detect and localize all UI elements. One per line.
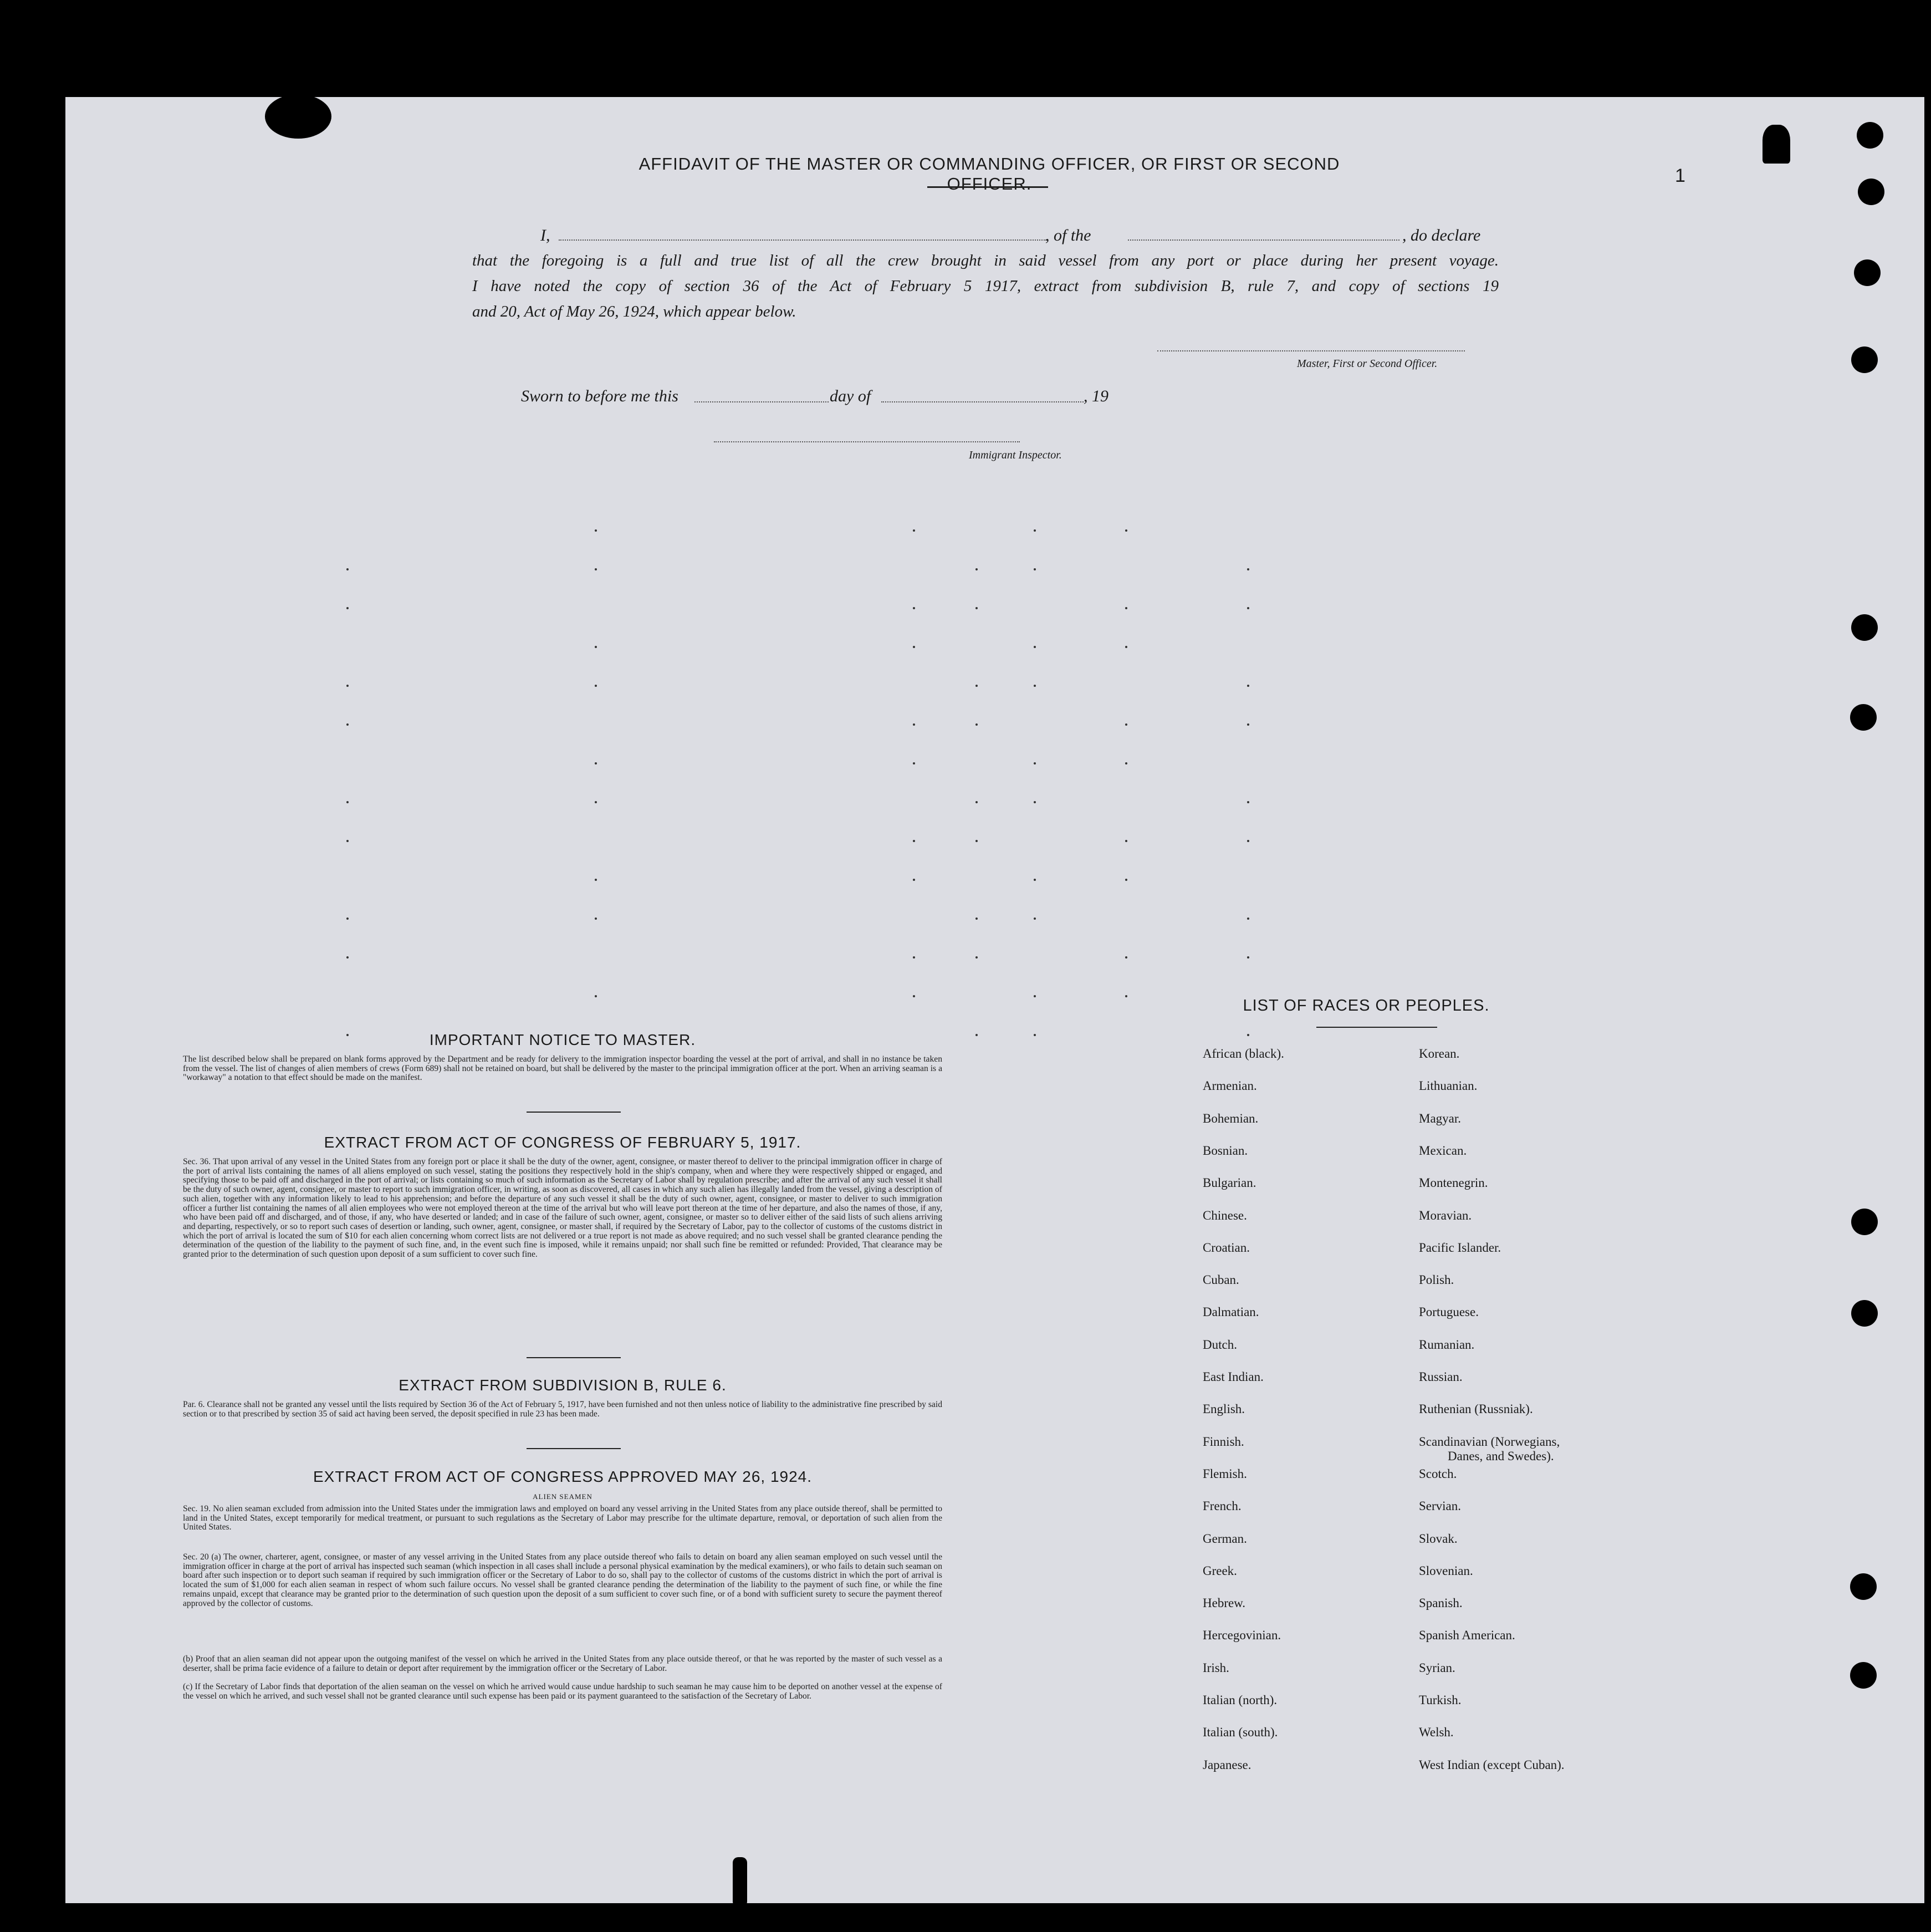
extract-1924-sec20a: Sec. 20 (a) The owner, charterer, agent, consignee, or master of any vessel arriving in the United States from any place outside thereof who fails to detain on board any alien seaman employed on such vessel until the immigration officer in charge at the port of arrival has inspected such seaman (which inspection in all cases shall include a personal physical examination by the medical examiners), or who fails to detain such seaman on board after such inspection or to deport such seaman if required by such immigration officer or the Secretary of Labor to do so, shall pay to the collector of customs of the customs district in which the port of arrival is located the sum of $1,000 for each alien seaman in respect of whom such failure occurs. No vessel shall be granted clearance pending the determination of the liability to the payment of such fine, or while the fine remains unpaid, except that clearance may be granted prior to the determination of such question upon the deposit of a sum sufficient to cover such fine, or of a bond with sufficient surety to secure the payment thereof approved by the collector of customs. xyxy=(183,1552,942,1608)
column-mark xyxy=(913,529,915,532)
race-item: Cuban. xyxy=(1203,1273,1239,1287)
column-mark xyxy=(913,879,915,881)
column-mark xyxy=(913,762,915,764)
race-item: West Indian (except Cuban). xyxy=(1419,1757,1565,1772)
race-item: Finnish. xyxy=(1203,1434,1244,1449)
extract-1917-divider xyxy=(527,1357,621,1358)
sworn-day-line xyxy=(694,401,829,402)
race-item: Bohemian. xyxy=(1203,1111,1259,1125)
column-mark xyxy=(1247,568,1249,570)
race-item: Scotch. xyxy=(1419,1466,1457,1481)
column-mark xyxy=(346,840,349,842)
column-mark xyxy=(975,840,978,842)
column-mark xyxy=(346,607,349,609)
race-item: Syrian. xyxy=(1419,1660,1455,1675)
alien-seamen-subtitle: ALIEN SEAMEN xyxy=(533,1492,592,1501)
column-mark xyxy=(1247,801,1249,803)
document-page xyxy=(65,97,1924,1903)
column-mark xyxy=(1125,995,1127,997)
punch-hole xyxy=(1854,259,1881,286)
race-item: Italian (south). xyxy=(1203,1725,1278,1740)
race-item: Turkish. xyxy=(1419,1693,1462,1707)
race-item: Dutch. xyxy=(1203,1337,1237,1352)
race-item: Scandinavian (Norwegians, xyxy=(1419,1434,1560,1449)
notice-title: IMPORTANT NOTICE TO MASTER. xyxy=(429,1031,696,1048)
race-item-continuation: Danes, and Swedes). xyxy=(1448,1449,1554,1463)
column-mark xyxy=(1034,568,1036,570)
column-mark xyxy=(975,723,978,726)
race-item: Mexican. xyxy=(1419,1143,1467,1158)
column-mark xyxy=(975,801,978,803)
day-of-text: day of xyxy=(830,387,871,405)
race-item: Magyar. xyxy=(1419,1111,1462,1125)
column-mark xyxy=(1034,685,1036,687)
race-item: Korean. xyxy=(1419,1047,1460,1061)
race-item: Japanese. xyxy=(1203,1757,1251,1772)
column-mark xyxy=(1247,840,1249,842)
affidavit-line-3: I have noted the copy of section 36 of the Act of February 5 1917, extract from subdivision B, rule 7, and copy of sections 19 xyxy=(472,277,1499,295)
race-item: Hebrew. xyxy=(1203,1596,1246,1610)
race-item: Flemish. xyxy=(1203,1466,1247,1481)
race-item: Bosnian. xyxy=(1203,1143,1248,1158)
column-mark xyxy=(1034,529,1036,532)
column-mark xyxy=(1125,879,1127,881)
punch-hole xyxy=(1858,179,1884,205)
column-mark xyxy=(1247,956,1249,959)
vessel-name-line xyxy=(1128,239,1399,241)
column-mark xyxy=(346,723,349,726)
column-mark xyxy=(1247,685,1249,687)
column-mark xyxy=(595,646,597,648)
punch-hole xyxy=(1850,704,1877,731)
bottom-tear xyxy=(733,1857,747,1907)
race-item: Irish. xyxy=(1203,1660,1229,1675)
race-item: Spanish. xyxy=(1419,1596,1463,1610)
column-mark xyxy=(913,956,915,959)
punch-hole xyxy=(1850,1573,1877,1600)
race-item: Lithuanian. xyxy=(1419,1079,1478,1093)
race-item: Portuguese. xyxy=(1419,1305,1479,1319)
rule-6-text: Par. 6. Clearance shall not be granted any vessel until the lists required by Section 36 of the Act of February 5, 1917, have been furnished and not then unless notice of liability to the administrative fine prescribed by said section or to that prescribed by section 35 of said act having been served, the deposit specified in rule 23 has been made. xyxy=(183,1400,942,1419)
race-item: English. xyxy=(1203,1402,1245,1416)
column-mark xyxy=(975,1034,978,1036)
race-item: Welsh. xyxy=(1419,1725,1454,1740)
column-mark xyxy=(975,917,978,920)
affidavit-i: I, xyxy=(540,226,550,244)
punch-hole xyxy=(1851,346,1878,373)
extract-1924-sec20c: (c) If the Secretary of Labor finds that deportation of the alien seaman on the vessel on which he arrived would cause undue hardship to such seaman he may cause him to be deported on another vessel at the expense of the vessel on which he arrived, and such vessel shall not be granted clearance until such expense has been paid or its payment guaranteed to the satisfaction of the Secretary of Labor. xyxy=(183,1682,942,1701)
race-item: Chinese. xyxy=(1203,1208,1247,1222)
column-mark xyxy=(913,723,915,726)
races-divider xyxy=(1316,1027,1437,1028)
column-mark xyxy=(1034,801,1036,803)
column-mark xyxy=(1247,723,1249,726)
race-item: Slovenian. xyxy=(1419,1563,1473,1578)
column-mark xyxy=(913,607,915,609)
column-mark xyxy=(1247,607,1249,609)
race-item: Pacific Islander. xyxy=(1419,1240,1501,1255)
race-item: Montenegrin. xyxy=(1419,1176,1488,1190)
column-mark xyxy=(595,879,597,881)
column-mark xyxy=(1247,917,1249,920)
column-mark xyxy=(346,956,349,959)
race-item: Moravian. xyxy=(1419,1208,1472,1222)
race-item: Polish. xyxy=(1419,1273,1454,1287)
punch-hole xyxy=(1851,1300,1878,1327)
column-mark xyxy=(595,995,597,997)
race-item: Servian. xyxy=(1419,1499,1462,1513)
race-item: African (black). xyxy=(1203,1047,1284,1061)
column-mark xyxy=(1125,607,1127,609)
inspector-signature-line xyxy=(714,441,1020,442)
column-mark xyxy=(1034,1034,1036,1036)
rule-6-title: EXTRACT FROM SUBDIVISION B, RULE 6. xyxy=(399,1377,727,1394)
column-mark xyxy=(913,840,915,842)
race-item: Croatian. xyxy=(1203,1240,1250,1255)
column-mark xyxy=(595,685,597,687)
column-mark xyxy=(1034,917,1036,920)
race-item: German. xyxy=(1203,1531,1247,1546)
column-mark xyxy=(1034,995,1036,997)
column-mark xyxy=(595,529,597,532)
race-item: Bulgarian. xyxy=(1203,1176,1256,1190)
extract-1917-text: Sec. 36. That upon arrival of any vessel in the United States from any foreign port or place it shall be the duty of the owner, agent, consignee, or master thereof to deliver to the principal immigration officer in charge of the port of arrival lists containing the names of all aliens employed on such vessel, stating the positions they respectively hold in the ship's company, when and where they were respectively shipped or engaged, and specifying those to be paid off and discharged in the port of arrival; or lists containing so much of such information as the Secretary of Labor shall by regulation prescribe; and after the arrival of any such vessel it shall be the duty of such owner, agent, consignee, or master to report to such immigration officer, in writing, as soon as discovered, all cases in which any such alien has illegally landed from the vessel, giving a description of such alien, together with any information likely to lead to his apprehension; and before the departure of any such vessel it shall be the duty of such owner, agent, consignee, or master to deliver to such immigration officer a further list containing the names of all alien employees who were not employed thereon at the time of the arrival but who will leave port thereon at the time of her departure, and also the names of those, if any, who have been paid off and discharged, and of those, if any, who have deserted or landed; and in case of the failure of such owner, agent, consignee, or master so to deliver either of the said lists of such aliens arriving and departing, respectively, or so to report such cases of desertion or landing, such owner, agent, consignee, or master shall, if required by the Secretary of Labor, pay to the collector of customs of the customs district in which the port of arrival is located the sum of $10 for each alien concerning whom correct lists are not delivered or a true report is not made as above required; and no such vessel shall be granted clearance pending the determination of the question of the liability to the payment of such fine, and, in the event such fine is imposed, while it remains unpaid; nor shall such fine be remitted or refunded: Provided, That clearance may be granted prior to the determination of such question upon deposit of a sum sufficient to cover such fine. xyxy=(183,1157,942,1260)
race-item: East Indian. xyxy=(1203,1370,1264,1384)
inspector-caption: Immigrant Inspector. xyxy=(969,449,1062,461)
year-text: , 19 xyxy=(1084,387,1108,405)
extract-1924-sec20b: (b) Proof that an alien seaman did not appear upon the outgoing manifest of the vessel on which he arrived in the United States from any place outside thereof, or that he was reported by the master of such vessel as a deserter, shall be prima facie evidence of a failure to detain or deport after requirement by the immigration officer or the Secretary of Labor. xyxy=(183,1654,942,1673)
column-mark xyxy=(975,685,978,687)
extract-1924-sec19: Sec. 19. No alien seaman excluded from admission into the United States under the immigration laws and employed on board any vessel arriving in the United States from any place outside thereof, shall be permitted to land in the United States, except temporarily for medical treatment, or pursuant to such regulations as the Secretary of Labor may prescribe for the ultimate departure, removal, or deportation of such alien from the United States. xyxy=(183,1504,942,1532)
column-mark xyxy=(1034,879,1036,881)
column-mark xyxy=(346,801,349,803)
race-item: French. xyxy=(1203,1499,1242,1513)
race-item: Spanish American. xyxy=(1419,1628,1515,1643)
column-mark xyxy=(1125,956,1127,959)
affidavit-line-4: and 20, Act of May 26, 1924, which appear below. xyxy=(472,303,796,320)
column-mark xyxy=(913,646,915,648)
column-mark xyxy=(1125,762,1127,764)
race-item: Armenian. xyxy=(1203,1079,1257,1093)
column-mark xyxy=(1247,1034,1249,1036)
extract-1924-title: EXTRACT FROM ACT OF CONGRESS APPROVED MAY 26, 1924. xyxy=(313,1468,813,1485)
sworn-text: Sworn to before me this xyxy=(521,387,678,405)
column-mark xyxy=(1034,646,1036,648)
extract-1917-title: EXTRACT FROM ACT OF CONGRESS OF FEBRUARY 5, 1917. xyxy=(324,1134,801,1151)
race-item: Russian. xyxy=(1419,1370,1463,1384)
column-mark xyxy=(975,568,978,570)
race-item: Greek. xyxy=(1203,1563,1237,1578)
column-mark xyxy=(595,801,597,803)
column-mark xyxy=(595,568,597,570)
title-divider xyxy=(927,186,1048,188)
notice-text: The list described below shall be prepared on blank forms approved by the Department and be ready for delivery to the immigration inspector boarding the vessel at the port of arrival, and shall in no instance be taken from the vessel. The list of changes of alien members of crews (Form 689) shall not be retained on board, but shall be delivered by the master to the principal immigration officer at the port. When an arriving seaman is a "workaway" a notation to that effect should be made on the manifest. xyxy=(183,1054,942,1083)
sworn-month-line xyxy=(881,401,1084,402)
race-item: Hercegovinian. xyxy=(1203,1628,1281,1643)
torn-corner xyxy=(1763,125,1790,164)
race-item: Rumanian. xyxy=(1419,1337,1475,1352)
notice-divider xyxy=(527,1112,621,1113)
race-item: Slovak. xyxy=(1419,1531,1458,1546)
punch-hole xyxy=(1851,1209,1878,1235)
column-mark xyxy=(1125,646,1127,648)
races-title: LIST OF RACES OR PEOPLES. xyxy=(1243,997,1490,1015)
affidavit-do-declare: , do declare xyxy=(1402,226,1481,244)
affidavit-of-the: , of the xyxy=(1045,226,1091,244)
race-item: Italian (north). xyxy=(1203,1693,1278,1707)
affidavit-line-2: that the foregoing is a full and true list of all the crew brought in said vessel from any port or place during her present voyage. xyxy=(472,252,1499,269)
race-item: Dalmatian. xyxy=(1203,1305,1259,1319)
torn-corner xyxy=(265,94,331,139)
column-mark xyxy=(346,685,349,687)
punch-hole xyxy=(1851,614,1878,641)
race-item: Ruthenian (Russniak). xyxy=(1419,1402,1533,1416)
column-mark xyxy=(595,762,597,764)
rule-6-divider xyxy=(527,1448,621,1449)
column-mark xyxy=(1125,840,1127,842)
column-mark xyxy=(595,917,597,920)
punch-hole xyxy=(1857,122,1883,149)
column-mark xyxy=(975,956,978,959)
page-number: 1 xyxy=(1675,165,1685,186)
column-mark xyxy=(913,995,915,997)
punch-hole xyxy=(1850,1662,1877,1689)
column-mark xyxy=(346,917,349,920)
master-caption: Master, First or Second Officer. xyxy=(1297,358,1438,370)
affidavit-title: AFFIDAVIT OF THE MASTER OR COMMANDING OFFICER, OR FIRST OR SECOND OFFICER. xyxy=(638,154,1340,193)
column-mark xyxy=(1125,723,1127,726)
master-signature-line xyxy=(1157,350,1465,351)
column-mark xyxy=(1125,529,1127,532)
column-mark xyxy=(1034,762,1036,764)
master-name-line xyxy=(559,239,1046,241)
column-mark xyxy=(346,568,349,570)
column-mark xyxy=(975,607,978,609)
